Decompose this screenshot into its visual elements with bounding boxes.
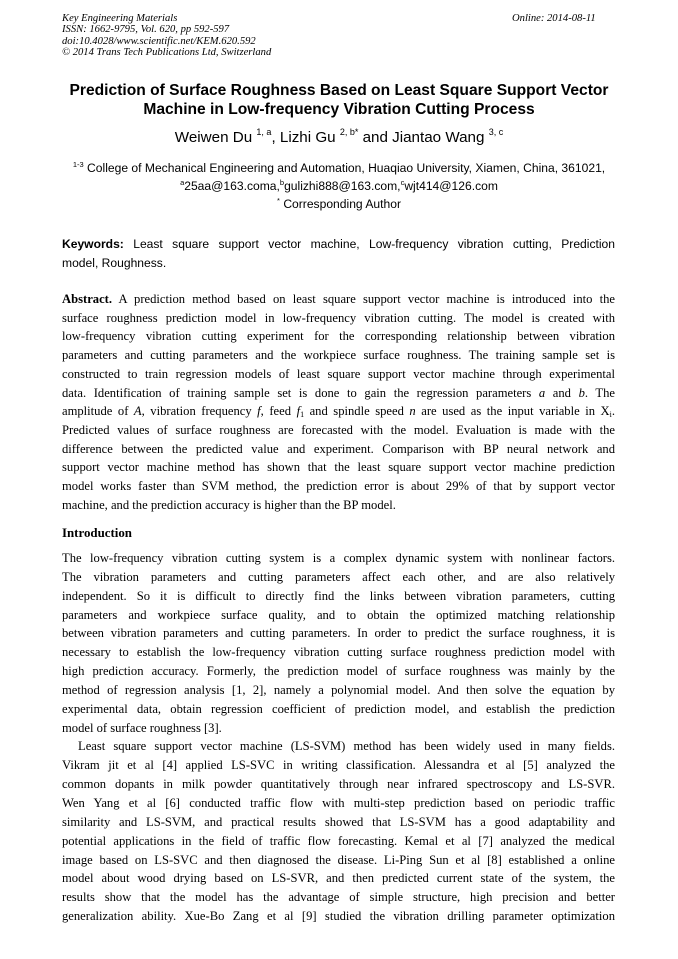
author-affil-sup: 1, a [256,127,272,137]
paragraph-line: Least square support vector machine (LS-SVM) method has been widely used in many fields. [78,739,615,754]
email-sup: a [180,178,185,187]
text-run: . The [584,385,615,400]
keywords-label: Keywords: [62,237,124,251]
abstract-line: A prediction method based on least square support vector machine is introduced into the [112,292,615,306]
text-run: are used as the input variable in X [415,404,610,419]
paragraph-line: image based on LS-SVC and then diagnosed the disease. Li-Ping Sun et al [8] established a online [62,852,615,867]
abstract-line: constructed to train regression models of least square support vector machine through experimental [62,366,615,381]
section-heading-introduction: Introduction [62,526,132,540]
math-var: A [133,404,142,419]
email-sup: c [400,178,405,187]
keywords-text: Least square support vector machine, Low-frequency vibration cutting, Prediction [123,237,615,251]
author-separator: , [271,129,280,146]
journal-name: Key Engineering Materials [62,13,178,24]
text-run: and [545,385,579,400]
abstract-line: low-frequency vibration cutting experiment for the corresponding relationship between vibration [62,329,615,344]
paragraph-line: parameters and workpiece surface quality, and to obtain the optimized matching relationship [62,607,615,622]
corresponding-author-note [50,195,628,213]
abstract-line: support vector machine method has shown that the least square support vector machine prediction [62,460,615,475]
text-run: . [611,404,616,419]
abstract-line: surface roughness prediction model in low-frequency vibration cutting. The model is created with [62,310,615,325]
abstract-line: model works faster than SVM method, the prediction error is about 29% of that by support vector [62,479,615,494]
affiliation-sup: 1-3 [72,160,84,169]
corresponding-text: Corresponding Author [279,197,401,211]
math-var: n [409,404,416,419]
text-run: amplitude of [62,404,134,419]
abstract-line: parameters and cutting parameters and the workpiece surface roughness. The training sample set is [62,348,615,363]
paragraph-line: common dopants in milk powder quantitatively through near infrared spectroscopy and LS-SVR. [62,777,615,792]
journal-header [62,13,271,59]
math-var: f [257,404,261,419]
math-subscript: i [609,410,612,420]
title-line-1: Prediction of Surface Roughness Based on Least Square Support Vector [69,82,609,99]
paragraph-line: The low-frequency vibration cutting system is a complex dynamic system with nonlinear factors. [62,551,615,565]
math-var: f [296,404,301,419]
affiliation-text: College of Mechanical Engineering and Automation, Huaqiao University, Xiamen, China, 361021, [83,161,606,175]
author-name: Weiwen Du [174,129,253,146]
online-date: Online: 2014-08-11 [512,13,596,24]
paragraph-line: results show that the model has the advantage of simple structure, high precision and better [62,890,615,905]
email-link[interactable]: gulizhi888@163.com, [284,179,401,193]
text-run: , vibration frequency [141,404,258,419]
author-affil-sup: 2, b* [339,127,359,137]
email-link[interactable]: 25aa@163.coma, [184,179,280,193]
affiliation-line [50,159,628,177]
email-sup: b [279,178,285,187]
paragraph-line: Wen Yang et al [6] conducted traffic flow with multi-step prediction based on periodic traffic [62,795,615,810]
author-affil-sup: 3, c [488,127,504,137]
keywords-text: model, Roughness. [62,255,167,270]
text-run: and spindle speed [304,404,410,419]
paragraph [62,737,615,925]
abstract-label: Abstract. [62,292,113,306]
text-run: , feed [260,404,297,419]
paragraph-line: independent. So it is difficult to directly find the links between vibration parameters, cutting [62,588,615,603]
paragraph-line: method of regression analysis [1, 2], namely a polynomial model. And then solve the equation by [62,682,615,697]
paragraph-line: potential applications in the field of traffic flow forecasting. Kemal et al [7] analyzed the medical [62,833,615,848]
doi-line: doi:10.4028/www.scientific.net/KEM.620.592 [62,35,256,47]
paper-title [50,81,628,119]
issn-line: ISSN: 1662-9795, Vol. 620, pp 592-597 [62,24,230,36]
paragraph-line: similarity and LS-SVM, and practical results showed that LS-SVM has a good adaptability and [62,814,615,829]
abstract-line: Predicted values of surface roughness are forecasted with the model. Evaluation is made with the [62,422,615,437]
paragraph-line: high prediction accuracy. Formerly, the prediction model of surface roughness was mainly by the [62,664,615,679]
abstract-line: machine, and the prediction accuracy is higher than the BP model. [62,497,396,512]
paragraph-line: generalization ability. Xue-Bo Zang et al [9] studied the vibration drilling parameter optimization [62,909,615,924]
paragraph-line: between vibration parameters and cutting parameters. In order to predict the surface roughness, it is [62,626,615,641]
math-var: b [578,385,585,400]
paragraph-line: model of surface roughness [3]. [62,720,222,735]
corresponding-sup: * [277,196,280,205]
author-separator: and [358,129,393,146]
paragraph-line: necessary to establish the low-frequency vibration cutting surface roughness prediction model with [62,645,615,660]
abstract-line [62,402,615,421]
author-list [50,129,628,147]
keywords-block [62,235,615,272]
abstract-line: difference between the predicted value and experiment. Comparison with BP neural network and [62,441,615,456]
author-name: Lizhi Gu [279,129,336,146]
math-var: a [538,385,546,400]
email-line [50,177,628,195]
copyright-line: © 2014 Trans Tech Publications Ltd, Switzerland [62,47,272,59]
math-subscript: 1 [300,410,305,420]
paragraph-line: experimental data, obtain regression coefficient of prediction model, and establish the prediction [62,701,615,716]
abstract-line [62,384,615,403]
affiliation-block [50,159,628,213]
paragraph-line: The vibration parameters and cutting parameters affect each other, and are also relatively [62,569,615,584]
paragraph-line: model about wood drying based on LS-SVR, and then predicted current state of the system, the [62,871,615,886]
text-run: data. Identification of training sample set is done to gain the regression parameters [62,385,539,400]
paragraph-line: Vikram jit et al [4] applied LS-SVC in writing classification. Alessandra et al [5] analyzed the [62,758,615,773]
author-name: Jiantao Wang [392,129,485,146]
email-link[interactable]: wjt414@126.com [404,179,498,193]
abstract-block [62,290,615,514]
paragraph [62,549,615,737]
title-line-2: Machine in Low-frequency Vibration Cutting Process [143,101,535,118]
introduction-body [62,549,615,926]
